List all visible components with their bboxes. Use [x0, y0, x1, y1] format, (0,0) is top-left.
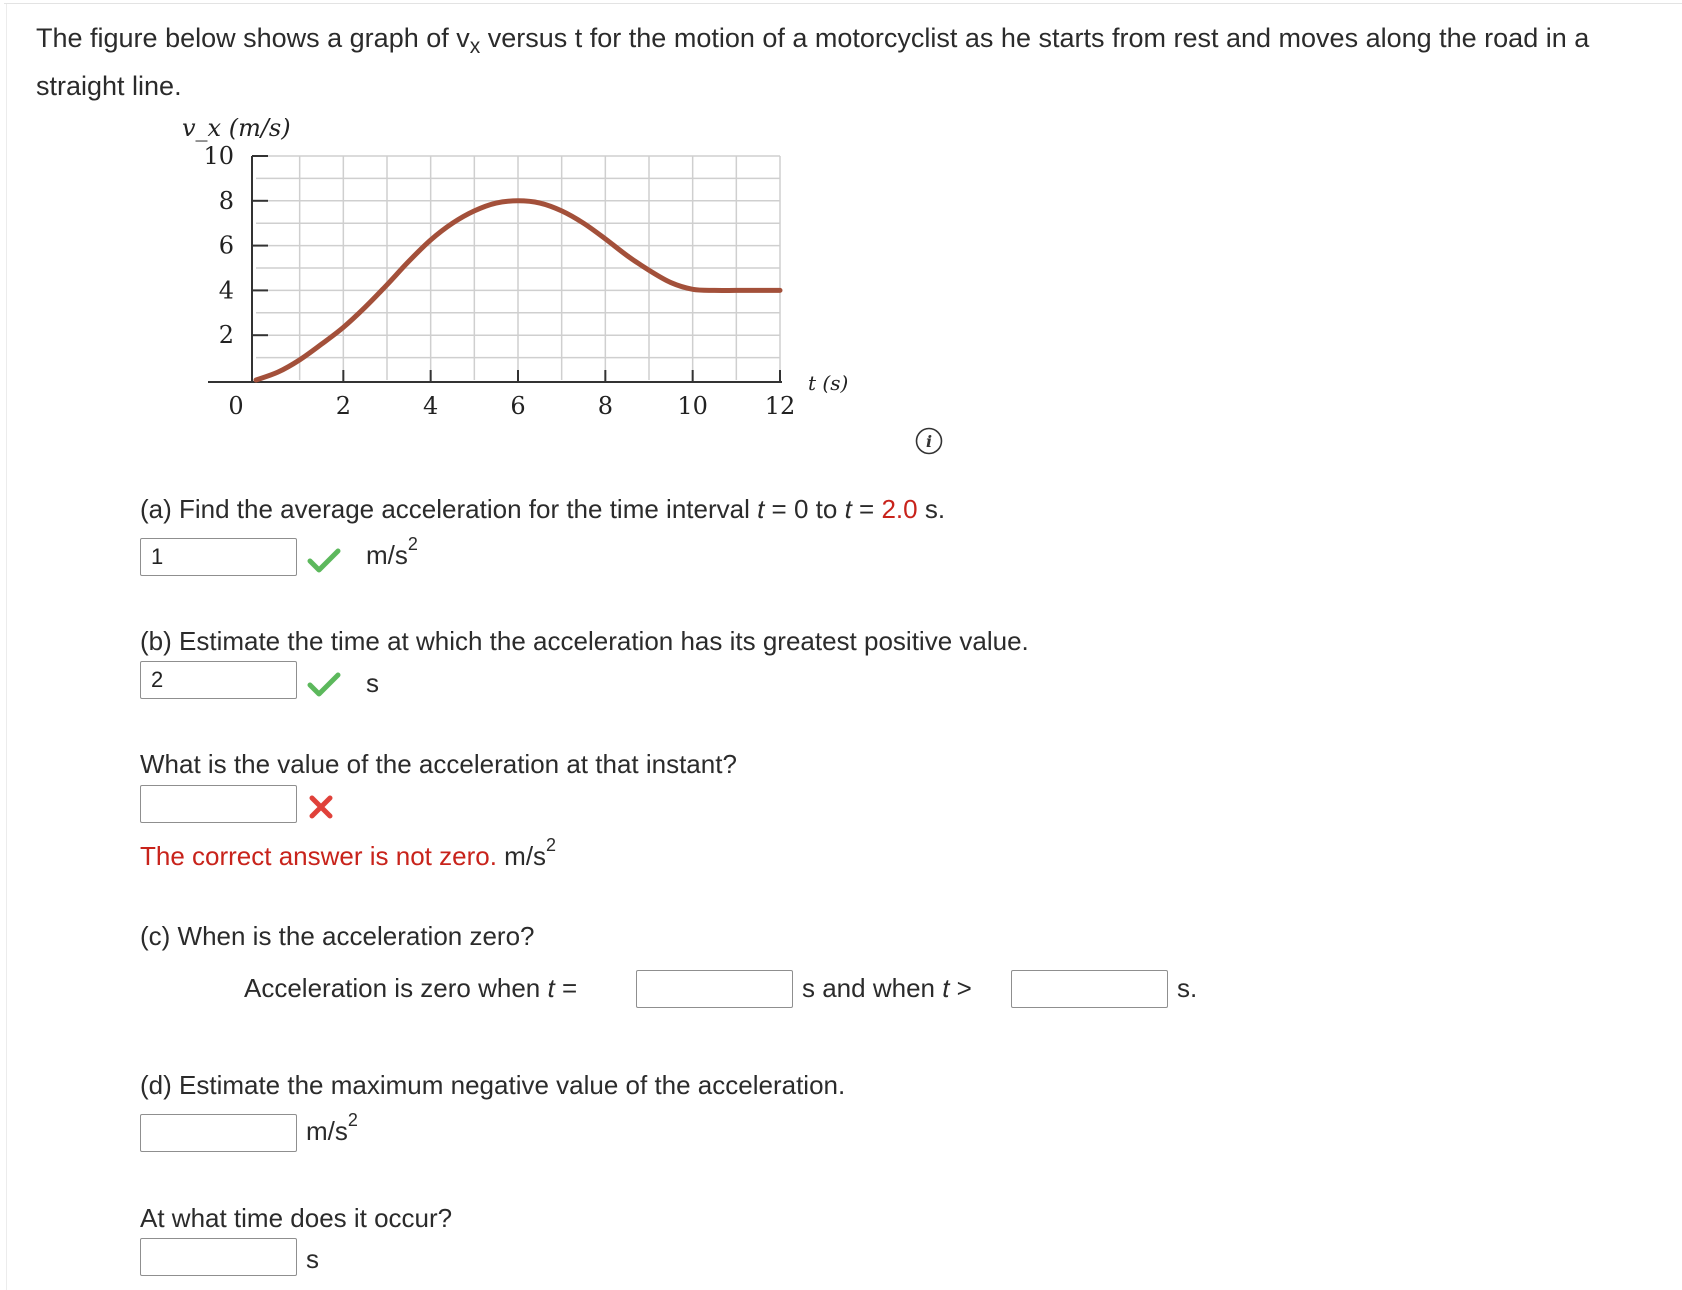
y-tick-label: 4: [218, 276, 234, 305]
intro-text-end: versus t for the motion of a motorcyclist as he starts from rest and moves along the road in a straight line.: [36, 23, 1590, 101]
svg-text:i: i: [925, 432, 933, 451]
correct-check-icon: [307, 672, 341, 698]
y-tick-label: 8: [218, 186, 234, 215]
part-b-followup-input[interactable]: [140, 785, 297, 823]
velocity-time-graph: [180, 118, 940, 478]
x-axis-label: t (s): [808, 371, 849, 395]
x-tick-label: 10: [677, 392, 708, 420]
feedback-text: The correct answer is not zero.: [140, 841, 497, 871]
part-b-followup-unit: m/s: [504, 841, 547, 871]
chart-axes: [208, 156, 782, 382]
info-icon[interactable]: [914, 426, 944, 456]
part-c-prefix: Acceleration is zero when t =: [244, 973, 578, 1003]
part-d-question: (d) Estimate the maximum negative value of the acceleration.: [140, 1070, 846, 1100]
part-b-feedback: The correct answer is not zero. $m/s^2$: [140, 835, 557, 871]
intro-subscript: x: [469, 35, 481, 58]
y-tick-labels: [203, 142, 234, 349]
part-a-answer-input[interactable]: [140, 538, 297, 576]
y-axis-label: v_x (m/s): [182, 118, 291, 142]
x-tick-label: 4: [423, 392, 439, 420]
part-b-unit: s: [366, 668, 379, 698]
part-a-question: (a) Find the average acceleration for the time interval t = 0 to t = 2.0 s.: [140, 494, 946, 524]
intro-text-start: The figure below shows a graph of v: [36, 23, 470, 53]
part-c-end-unit: s.: [1177, 973, 1198, 1003]
problem-statement: [36, 14, 1666, 110]
part-d-unit: $m/s^2$: [306, 1110, 358, 1146]
x-tick-label: 2: [335, 392, 351, 420]
part-b-question: (b) Estimate the time at which the acceleration has its greatest positive value.: [140, 626, 1029, 656]
x-tick-label: 0: [228, 392, 244, 420]
part-c-answer2-input[interactable]: [1011, 970, 1168, 1008]
correct-check-icon: [307, 548, 341, 574]
part-c-question: (c) When is the acceleration zero?: [140, 921, 535, 951]
y-tick-label: 6: [218, 231, 234, 260]
x-tick-label: 6: [510, 392, 526, 420]
x-tick-labels: [228, 392, 795, 420]
part-d-followup-unit: s: [306, 1244, 319, 1274]
top-border: [4, 3, 1682, 4]
part-c-answer1-input[interactable]: [636, 970, 793, 1008]
x-tick-label: 12: [764, 392, 796, 420]
left-border: [6, 4, 7, 1290]
y-tick-label: 10: [203, 142, 234, 170]
part-b-answer-input[interactable]: [140, 661, 297, 699]
part-a-unit: $m/s^2$: [366, 534, 418, 570]
part-d-answer-input[interactable]: [140, 1114, 297, 1152]
x-tick-label: 8: [597, 392, 613, 420]
part-c-middle: s and when t >: [802, 973, 972, 1003]
part-b-followup-question: What is the value of the acceleration at that instant?: [140, 749, 737, 779]
y-tick-label: 2: [218, 321, 234, 350]
part-d-followup-question: At what time does it occur?: [140, 1203, 453, 1233]
part-d-followup-input[interactable]: [140, 1238, 297, 1276]
chart-grid: [256, 156, 780, 380]
incorrect-x-icon: [308, 794, 334, 820]
